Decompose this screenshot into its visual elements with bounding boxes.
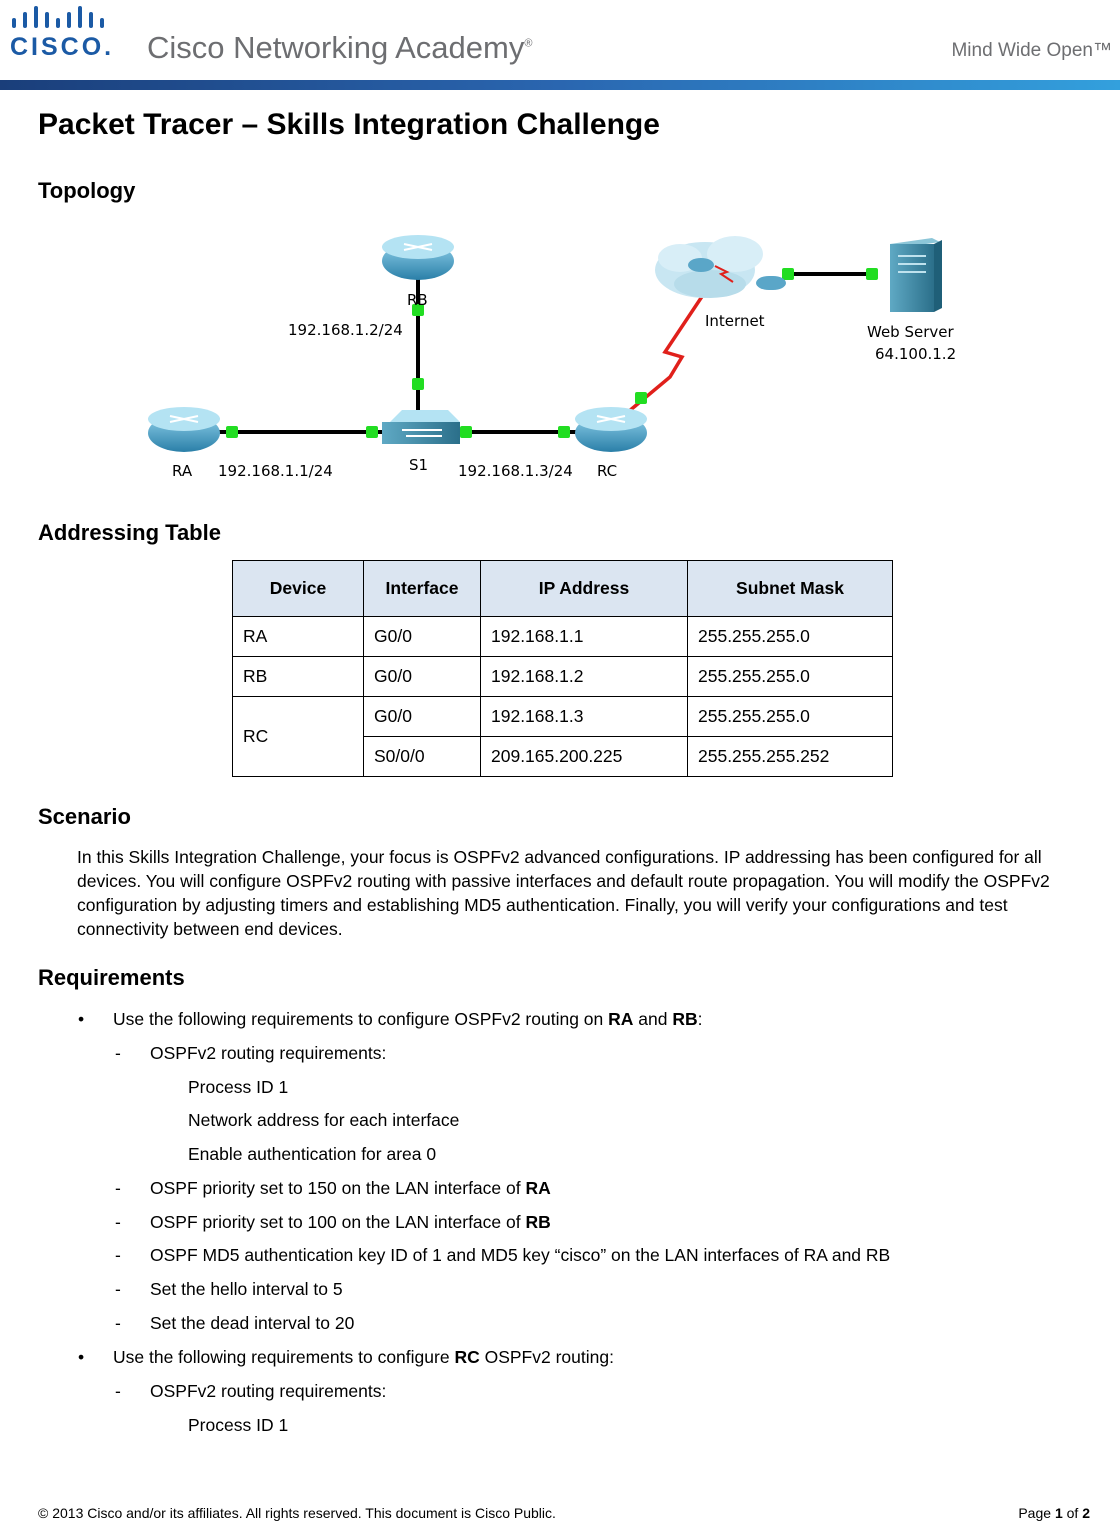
cell-interface: G0/0 — [364, 657, 481, 697]
col-device: Device — [233, 561, 364, 617]
addressing-table — [232, 560, 893, 777]
cell-mask: 255.255.255.0 — [688, 657, 893, 697]
topology-heading: Topology — [38, 178, 136, 203]
tagline: Mind Wide Open™ — [951, 40, 1112, 61]
internet-cloud-icon — [655, 236, 786, 298]
col-interface: Interface — [364, 561, 481, 617]
dash-glyph: - — [115, 1178, 121, 1198]
web-server-icon — [890, 238, 942, 312]
topology-diagram — [120, 222, 1000, 492]
dash-glyph: - — [115, 1245, 121, 1265]
sub-requirement: OSPF priority set to 150 on the LAN interface of RA — [150, 1178, 551, 1198]
cell-ip: 192.168.1.1 — [481, 617, 688, 657]
link-ports — [226, 268, 878, 438]
cell-interface: G0/0 — [364, 617, 481, 657]
header-rule — [0, 80, 1120, 90]
cell-device: RA — [233, 617, 364, 657]
sub-requirement: Set the dead interval to 20 — [150, 1313, 355, 1333]
ra-ip-label: 192.168.1.1/24 — [218, 462, 333, 480]
cell-interface: S0/0/0 — [364, 737, 481, 777]
ra-label: RA — [172, 462, 193, 480]
router-rb-icon — [382, 235, 454, 280]
bullet-glyph: • — [78, 1347, 85, 1367]
dash-glyph: - — [115, 1279, 121, 1299]
cell-mask: 255.255.255.0 — [688, 697, 893, 737]
web-server-ip-label: 64.100.1.2 — [875, 345, 957, 363]
cell-mask: 255.255.255.252 — [688, 737, 893, 777]
col-subnet-mask: Subnet Mask — [688, 561, 893, 617]
table-header-row — [233, 561, 893, 617]
cell-ip: 192.168.1.2 — [481, 657, 688, 697]
table-row — [233, 657, 893, 697]
sub-requirement: OSPFv2 routing requirements: — [150, 1043, 387, 1063]
cell-ip: 192.168.1.3 — [481, 697, 688, 737]
rc-label: RC — [597, 462, 618, 480]
sub-item: Network address for each interface — [188, 1110, 460, 1130]
rb-ip-label: 192.168.1.2/24 — [288, 321, 403, 339]
dash-glyph: - — [115, 1043, 121, 1063]
sub-requirement: OSPF priority set to 100 on the LAN interface of RB — [150, 1212, 551, 1232]
switch-s1-icon — [382, 410, 460, 444]
sub-requirement: Set the hello interval to 5 — [150, 1279, 343, 1299]
bullet-glyph: • — [78, 1009, 85, 1029]
page-header — [0, 0, 1120, 90]
addressing-heading: Addressing Table — [38, 520, 221, 545]
s1-label: S1 — [409, 456, 429, 474]
scenario-heading: Scenario — [38, 804, 131, 829]
sub-item: Enable authentication for area 0 — [188, 1144, 437, 1164]
rc-ip-label: 192.168.1.3/24 — [458, 462, 573, 480]
sub-item: Process ID 1 — [188, 1415, 289, 1435]
cisco-bars-logo — [12, 4, 117, 32]
cell-mask: 255.255.255.0 — [688, 617, 893, 657]
router-ra-icon — [148, 407, 220, 452]
cell-device: RB — [233, 657, 364, 697]
table-row — [233, 617, 893, 657]
copyright-footer: © 2013 Cisco and/or its affiliates. All rights reserved. This document is Cisco Public. — [38, 1505, 556, 1521]
scenario-paragraph: In this Skills Integration Challenge, your focus is OSPFv2 advanced configurations. IP addressing has been configured for all devices. You will configure OSPFv2 routing with passive interfaces and default route propagation. You will modify the OSPFv2 configuration by adjusting timers and establishing MD5 authentication. Finally, you will verify your configurations and test connectivity between end devices. — [77, 847, 1050, 939]
router-rc-icon — [575, 407, 647, 452]
cell-device: RC — [233, 697, 364, 777]
web-server-label: Web Server — [867, 323, 954, 341]
sub-requirement: OSPF MD5 authentication key ID of 1 and MD5 key “cisco” on the LAN interfaces of RA and RB — [150, 1245, 891, 1265]
page-number: Page 1 of 2 — [1018, 1505, 1090, 1521]
col-ip-address: IP Address — [481, 561, 688, 617]
dash-glyph: - — [115, 1313, 121, 1333]
rb-label: RB — [407, 291, 428, 309]
sub-requirement: OSPFv2 routing requirements: — [150, 1381, 387, 1401]
dash-glyph: - — [115, 1381, 121, 1401]
requirements-heading: Requirements — [38, 965, 185, 990]
cisco-wordmark: CISCO. — [10, 33, 115, 61]
requirement-rc: Use the following requirements to configure RC OSPFv2 routing: — [113, 1347, 614, 1367]
dash-glyph: - — [115, 1212, 121, 1232]
cell-ip: 209.165.200.225 — [481, 737, 688, 777]
cell-interface: G0/0 — [364, 697, 481, 737]
page-title: Packet Tracer – Skills Integration Challenge — [38, 108, 660, 141]
sub-item: Process ID 1 — [188, 1077, 289, 1097]
table-row — [233, 697, 893, 737]
academy-title: Cisco Networking Academy® — [147, 30, 533, 65]
internet-label: Internet — [705, 312, 765, 330]
requirement-ra-rb: Use the following requirements to configure OSPFv2 routing on RA and RB: — [113, 1009, 703, 1029]
